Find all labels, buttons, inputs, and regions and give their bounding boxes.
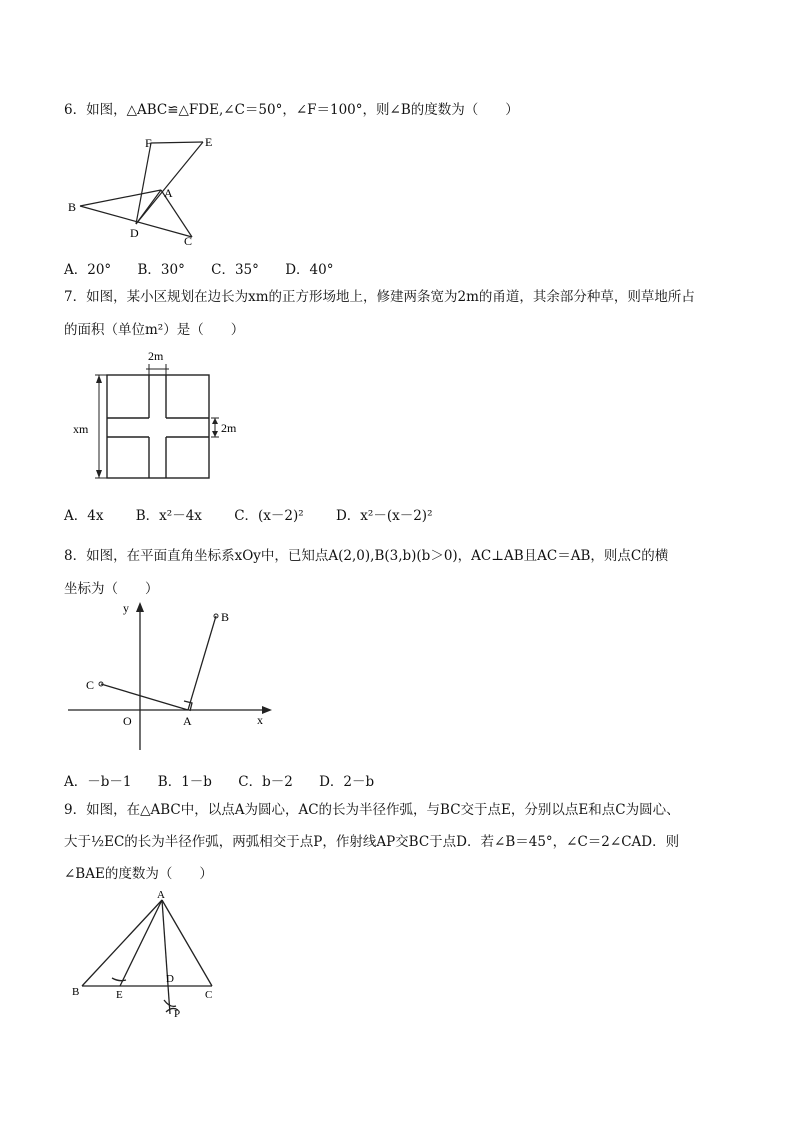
q8-figure [60, 600, 280, 760]
q9-stem-line2: 大于½EC的长为半径作弧，两弧相交于点P，作射线AP交BC于点D．若∠B＝45°，∠C＝2∠CAD．则 [64, 834, 680, 850]
q8-label-y: y [123, 601, 129, 615]
q6-figure [60, 128, 220, 253]
q7-options [64, 504, 454, 524]
q8-label-o: O [123, 714, 132, 728]
q8-label-a: A [183, 714, 192, 728]
q6-option-c[interactable]: C．35° [211, 262, 259, 278]
q9-label-c: C [205, 989, 213, 1001]
q9-label-b: B [72, 986, 80, 998]
q8-label-b: B [221, 610, 230, 624]
q6-option-d[interactable]: D．40° [285, 262, 334, 278]
q9-label-e: E [116, 989, 123, 1001]
q6-option-a[interactable]: A．20° [64, 262, 112, 278]
q8-label-x: x [257, 713, 263, 727]
q8-label-c: C [86, 678, 95, 692]
q8-option-c[interactable]: C．b－2 [238, 774, 293, 790]
q9-figure [62, 890, 232, 1025]
q7-label-top-width: 2m [148, 349, 164, 363]
q9-label-a: A [157, 889, 165, 901]
q7-option-b[interactable]: B．x²－4x [135, 508, 202, 524]
q6-label-e: E [205, 135, 213, 149]
q6-options [64, 258, 355, 278]
q6-stem: 6．如图，△ABC≌△FDE,∠C＝50°，∠F＝100°，则∠B的度数为（ ） [64, 102, 519, 118]
q9-stem-line1: 9．如图，在△ABC中，以点A为圆心，AC的长为半径作弧，与BC交于点E，分别以点E和点C为圆心、 [64, 802, 680, 818]
q8-option-b[interactable]: B．1－b [157, 774, 212, 790]
q7-option-a[interactable]: A．4x [64, 508, 104, 524]
q9-label-d: D [166, 973, 174, 985]
q7-option-c[interactable]: C．(x－2)² [234, 508, 304, 524]
q9-label-p: P [174, 1008, 181, 1020]
q6-label-b: B [68, 200, 77, 214]
q6-label-a: A [164, 186, 173, 200]
q8-stem-line2: 坐标为（ ） [64, 581, 159, 597]
q7-option-d[interactable]: D．x²－(x－2)² [335, 508, 433, 524]
q6-label-d: D [130, 226, 139, 240]
q9-stem-line3: ∠BAE的度数为（ ） [64, 866, 213, 882]
q7-stem-line2: 的面积（单位m²）是（ ） [64, 322, 245, 338]
q8-option-a[interactable]: A．－b－1 [64, 774, 132, 790]
q6-label-f: F [145, 136, 152, 150]
q8-option-d[interactable]: D．2－b [319, 774, 375, 790]
q7-figure [70, 348, 260, 488]
q8-stem-line1: 8．如图，在平面直角坐标系xOy中，已知点A(2,0),B(3,b)(b＞0)，AC⊥AB且AC＝AB，则点C的横 [64, 548, 669, 564]
q7-stem-line1: 7．如图，某小区规划在边长为xm的正方形场地上，修建两条宽为2m的甬道，其余部分种草，则草地所占 [64, 289, 695, 305]
q6-option-b[interactable]: B．30° [137, 262, 185, 278]
q7-label-side-width: 2m [221, 421, 237, 435]
q7-label-side-length: xm [73, 422, 89, 436]
q8-options [64, 770, 396, 790]
q6-label-c: C [184, 234, 193, 248]
